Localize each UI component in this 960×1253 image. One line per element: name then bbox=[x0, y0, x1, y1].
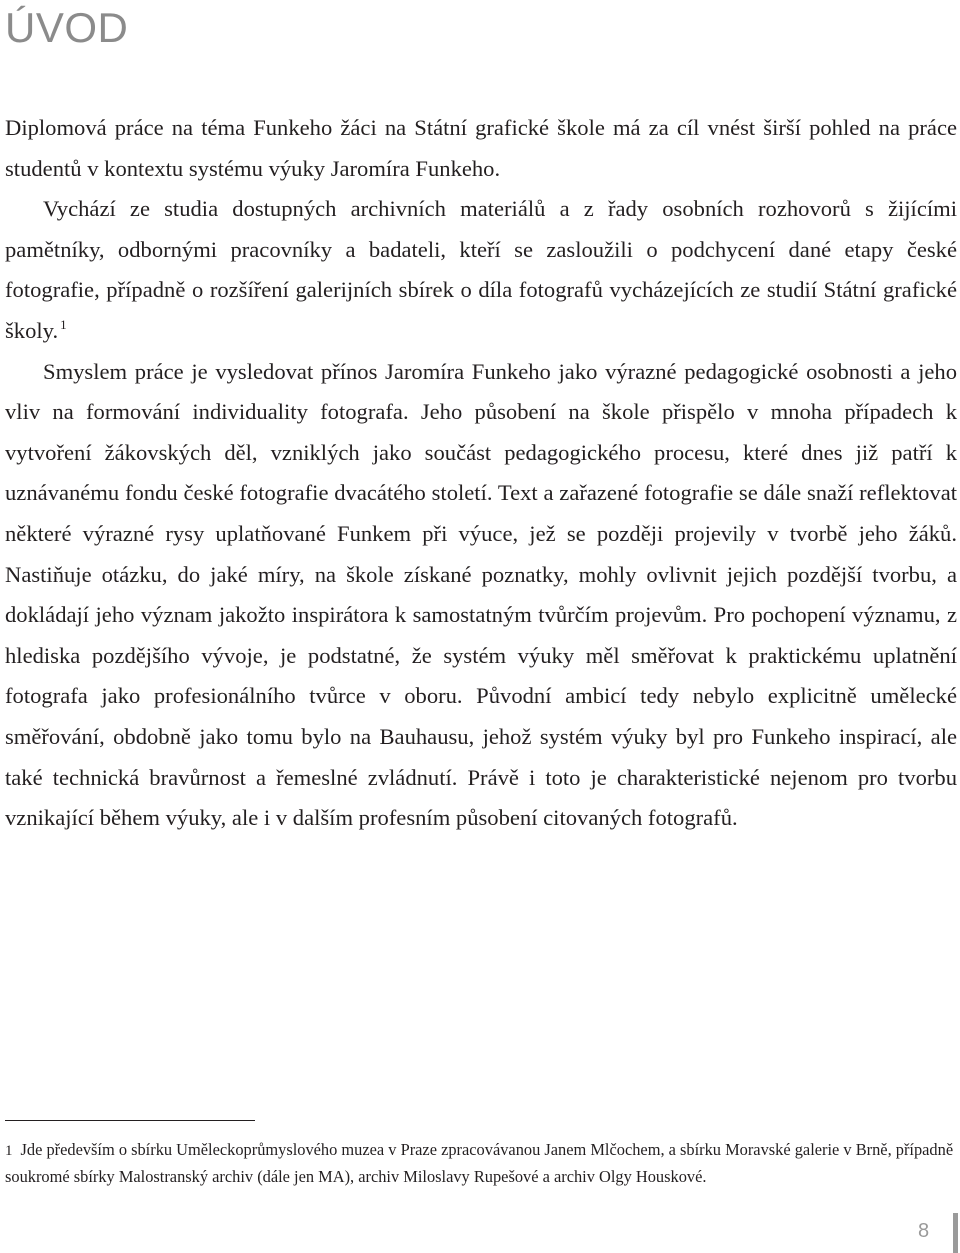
footnote-text: Jde především o sbírku Uměleckoprůmyslového muzea v Praze zpracovávanou Janem Mlčochem, a sbírku Moravské galerie v Brně, případně soukromé sbírky Malostranský archiv (dále jen MA), archiv Miloslavy Rupešové a archiv Olgy Houskové. bbox=[5, 1140, 954, 1186]
footnote-divider bbox=[5, 1120, 255, 1121]
paragraph-aim: Smyslem práce je vysledovat přínos Jaromíra Funkeho jako výrazné pedagogické osobnosti a jeho vliv na formování individuality fotografa. Jeho působení na škole přispělo v mnoha případech k vytvoření žákovských děl, vzniklých jako součást pedagogického procesu, které dnes již patří k uznávanému fondu české fotografie dvacátého století. Text a zařazené fotografie se dále snaží reflektovat některé výrazné rysy uplatňované Funkem při výuce, jež se později projevily v tvorbě jeho žáků. Nastiňuje otázku, do jaké míry, na škole získané poznatky, mohly ovlivnit jejich pozdější tvorbu, a dokládají jeho význam jakožto inspirátora k samostatným tvůrčím projevům. Pro pochopení významu, z hlediska pozdějšího vývoje, je podstatné, že systém výuky měl směřovat k praktickému uplatnění fotografa jako profesionálního tvůrce v oboru. Původní ambicí tedy nebylo explicitně umělecké směřování, obdobně jako tomu bylo na Bauhausu, jehož systém výuky byl pro Funkeho inspirací, ale také technická bravůrnost a řemeslné zvládnutí. Právě i toto je charakteristické nejenom pro tvorbu vznikající během výuky, ale i v dalším profesním působení citovaných fotografů. bbox=[5, 358, 957, 831]
page-edge-marker bbox=[953, 1213, 958, 1253]
page-number: 8 bbox=[918, 1220, 930, 1242]
footnote-number: 1 bbox=[5, 1143, 13, 1159]
footnote-reference[interactable]: 1 bbox=[60, 316, 67, 332]
body-text bbox=[5, 108, 957, 839]
paragraph-sources bbox=[5, 189, 957, 351]
page-heading: ÚVOD bbox=[5, 4, 129, 51]
footnote bbox=[5, 1137, 958, 1189]
paragraph-sources-text: Vychází ze studia dostupných archivních materiálů a z řady osobních rozhovorů s žijícími pamětníky, odbornými pracovníky a badateli, kteří se zasloužili o podchycení dané etapy české fotografie, případně o rozšíření galerijních sbírek o díla fotografů vycházejících ze studií Státní grafické školy. bbox=[5, 196, 957, 343]
paragraph-intro: Diplomová práce na téma Funkeho žáci na Státní grafické škole má za cíl vnést širší pohled na práce studentů v kontextu systému výuky Jaromíra Funkeho. bbox=[5, 115, 957, 181]
